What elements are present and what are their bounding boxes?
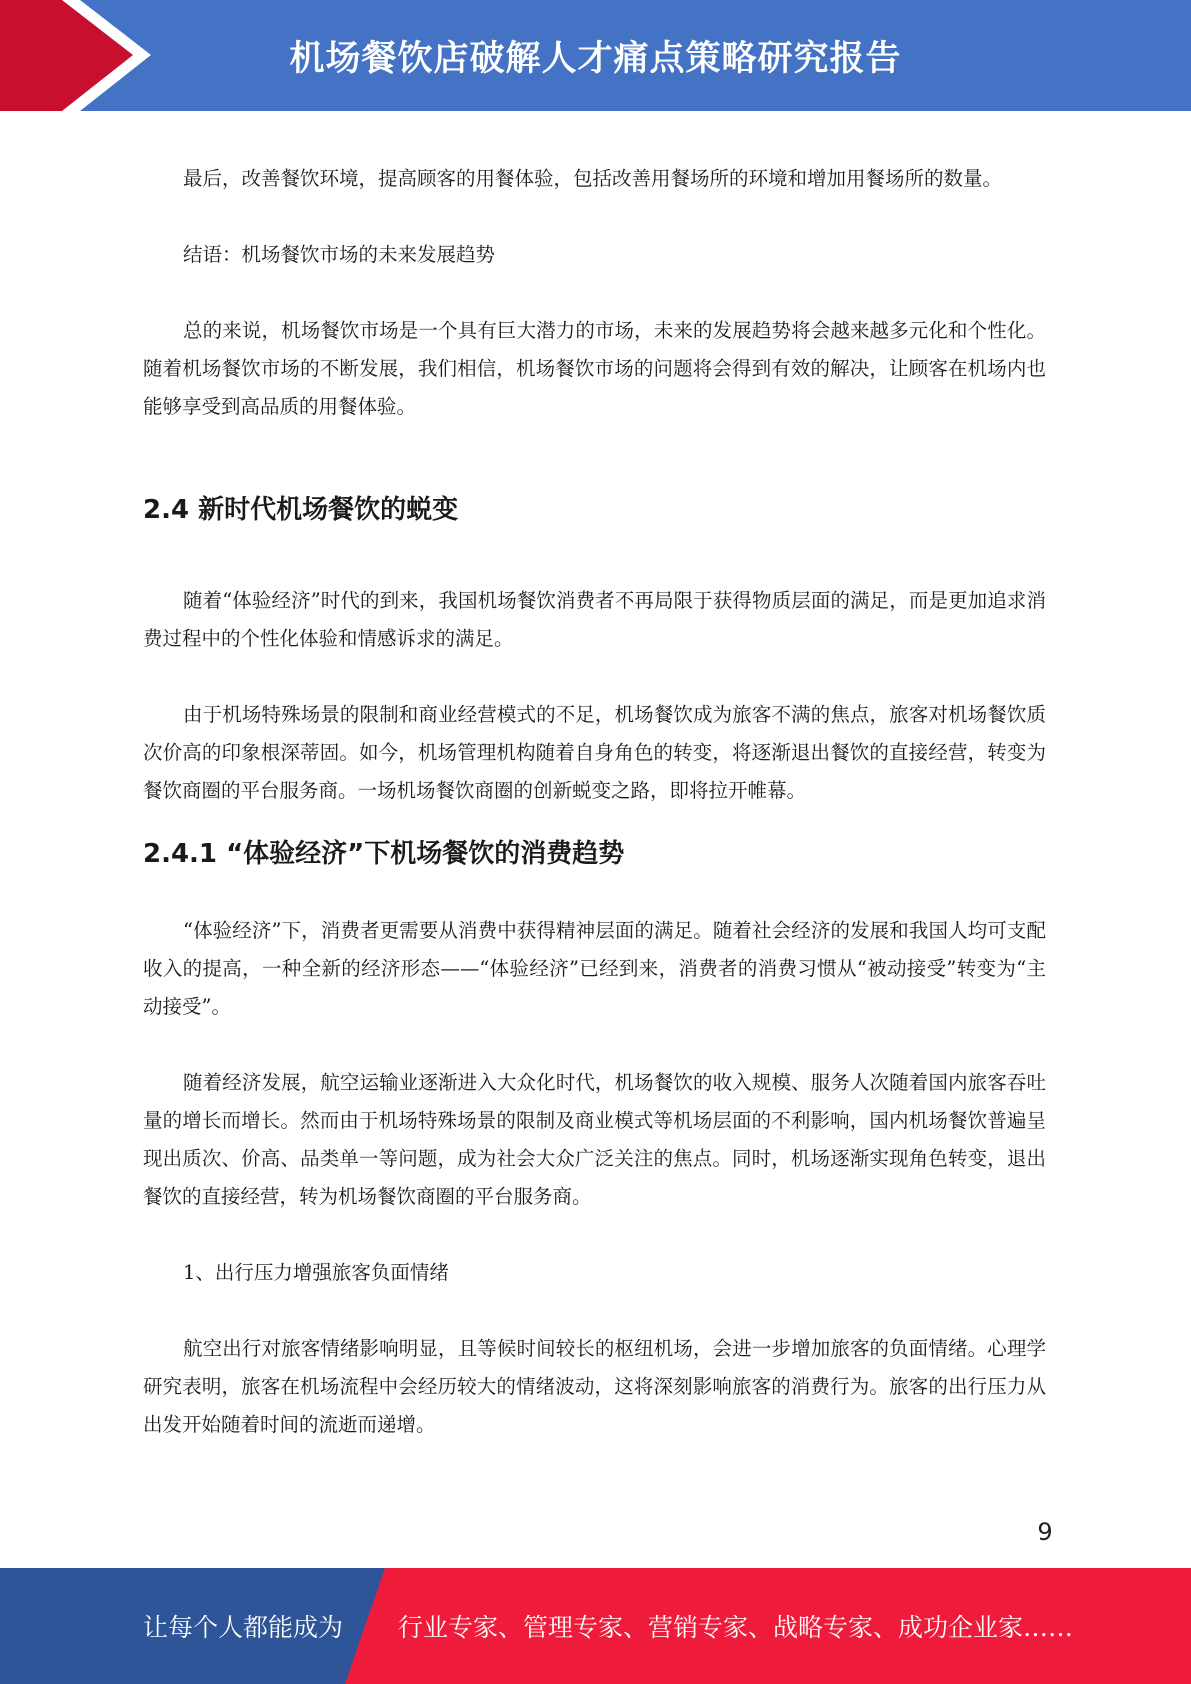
paragraph: 结语：机场餐饮市场的未来发展趋势 bbox=[183, 243, 496, 266]
subsection-heading: 2.4.1 “体验经济”下机场餐饮的消费趋势 bbox=[143, 839, 625, 869]
paragraph: 由于机场特殊场景的限制和商业经营模式的不足，机场餐饮成为旅客不满的焦点，旅客对机场餐饮质次价高的印象根深蒂固。如今，机场管理机构随着自身角色的转变，将逐渐退出餐饮的直接经营，转变为餐饮商圈的平台服务商。一场机场餐饮商圈的创新蜕变之路，即将拉开帷幕。 bbox=[143, 703, 1046, 802]
paragraph: “体验经济”下，消费者更需要从消费中获得精神层面的满足。随着社会经济的发展和我国人均可支配收入的提高，一种全新的经济形态——“体验经济”已经到来，消费者的消费习惯从“被动接受”转变为“主动接受”。 bbox=[143, 919, 1046, 1018]
paragraph: 航空出行对旅客情绪影响明显，且等候时间较长的枢纽机场，会进一步增加旅客的负面情绪。心理学研究表明，旅客在机场流程中会经历较大的情绪波动，这将深刻影响旅客的消费行为。旅客的出行压力从出发开始随着时间的流逝而递增。 bbox=[143, 1337, 1046, 1436]
page-footer bbox=[0, 1568, 1191, 1684]
footer-slogan-left: 让每个人都能成为 bbox=[143, 1613, 344, 1642]
paragraph: 随着经济发展，航空运输业逐渐进入大众化时代，机场餐饮的收入规模、服务人次随着国内旅客吞吐量的增长而增长。然而由于机场特殊场景的限制及商业模式等机场层面的不利影响，国内机场餐饮普遍呈现出质次、价高、品类单一等问题，成为社会大众广泛关注的焦点。同时，机场逐渐实现角色转变，退出餐饮的直接经营，转为机场餐饮商圈的平台服务商。 bbox=[143, 1071, 1046, 1208]
page-number: 9 bbox=[1037, 1518, 1053, 1546]
header-title: 机场餐饮店破解人才痛点策略研究报告 bbox=[289, 38, 902, 79]
footer-slogan-right: 行业专家、管理专家、营销专家、战略专家、成功企业家…… bbox=[398, 1613, 1074, 1642]
paragraph: 最后，改善餐饮环境，提高顾客的用餐体验，包括改善用餐场所的环境和增加用餐场所的数量。 bbox=[183, 167, 1003, 190]
page-header bbox=[0, 0, 1191, 111]
document-body bbox=[143, 160, 1046, 1444]
section-heading: 2.4 新时代机场餐饮的蜕变 bbox=[143, 495, 459, 525]
paragraph: 随着“体验经济”时代的到来，我国机场餐饮消费者不再局限于获得物质层面的满足，而是更加追求消费过程中的个性化体验和情感诉求的满足。 bbox=[143, 589, 1046, 650]
paragraph: 总的来说，机场餐饮市场是一个具有巨大潜力的市场，未来的发展趋势将会越来越多元化和个性化。随着机场餐饮市场的不断发展，我们相信，机场餐饮市场的问题将会得到有效的解决，让顾客在机场内也能够享受到高品质的用餐体验。 bbox=[143, 319, 1046, 418]
paragraph: 1、出行压力增强旅客负面情绪 bbox=[183, 1261, 449, 1284]
